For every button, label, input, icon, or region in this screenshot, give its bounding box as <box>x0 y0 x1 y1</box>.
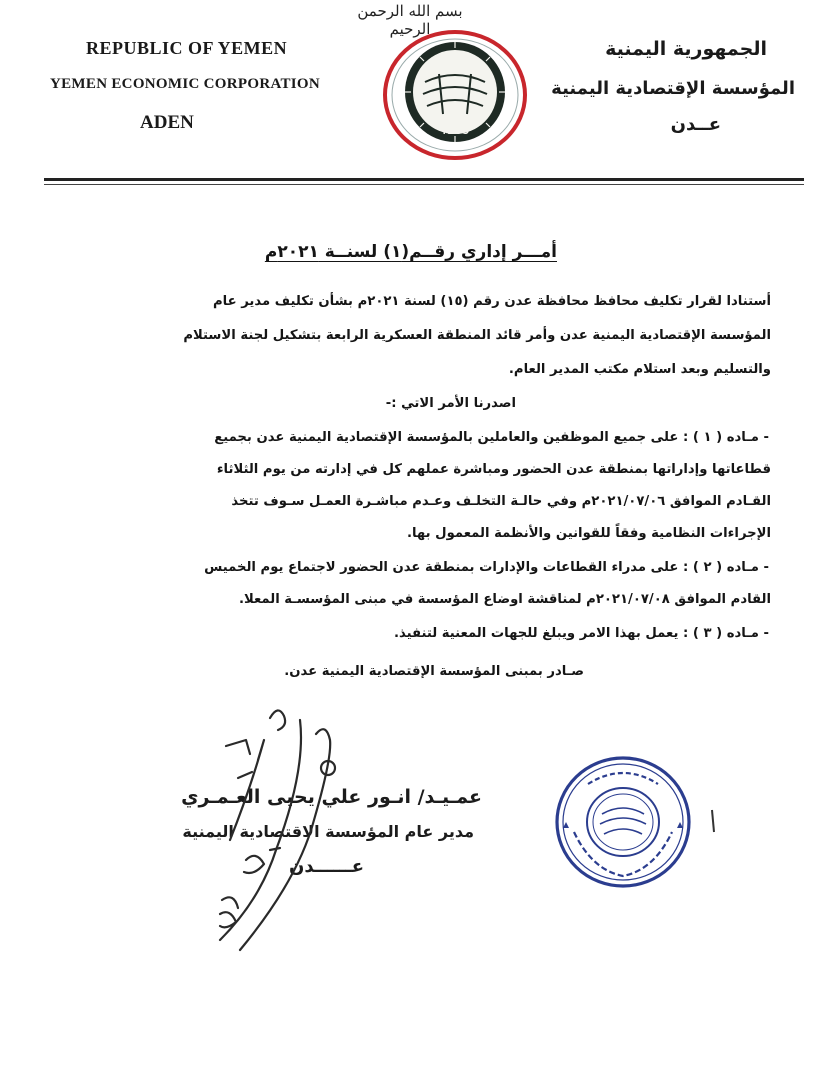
english-header-city: ADEN <box>140 112 194 133</box>
english-header-republic: REPUBLIC OF YEMEN <box>86 38 288 58</box>
article-2-line: القادم الموافق ٢٠٢١/٠٧/٠٨م لمناقشة اوضاع المؤسسة في مبنى المؤسسـة المعلا. <box>238 592 771 607</box>
preamble-line: المؤسسة الإقتصادية اليمنية عدن وأمر قائد المنطقة العسكرية الرابعة بتشكيل لجنة الاستلام <box>183 328 771 343</box>
official-stamp <box>552 752 694 892</box>
issued-intro: اصدرنا الأمر الاتي :- <box>385 396 516 411</box>
corporation-logo <box>383 30 527 160</box>
logo-text: YECO <box>440 126 470 137</box>
header-divider-thin <box>44 184 804 185</box>
article-1-line: الإجراءات النظامية وفقاً للقوانين والأنظمة المعمول بها. <box>406 526 771 541</box>
bismillah-header: بسم الله الرحمن الرحيم <box>357 2 463 38</box>
english-header-corporation: YEMEN ECONOMIC CORPORATION <box>50 76 321 92</box>
arabic-header-city: عــدن <box>670 114 721 135</box>
article-3-line: - مـاده ( ٣ ) : يعمل بهذا الامر ويبلغ للجهات المعنية لتنفيذ. <box>393 626 769 641</box>
issued-at-line: صـادر بمبنى المؤسسة الإقتصادية اليمنية عدن. <box>284 664 584 679</box>
signatory-name: عمـيـد/ انـور علي يحيى العـمـري <box>181 786 482 808</box>
preamble-line: أستنادا لقرار تكليف محافظ محافظة عدن رقم (١٥) لسنة ٢٠٢١م بشأن تكليف مدير عام <box>213 294 771 309</box>
arabic-header-corporation: المؤسسة الإقتصادية اليمنية <box>551 78 795 99</box>
signatory-city: عــــــدن <box>289 856 364 877</box>
article-1-line: - مـاده ( ١ ) : على جميع الموظفين والعاملين بالمؤسسة الإقتصادية اليمنية عدن بجميع <box>214 430 769 445</box>
article-2-line: - مـاده ( ٢ ) : على مدراء القطاعات والإدارات بمنطقة عدن الحضور لاجتماع يوم الخميس <box>204 560 769 575</box>
article-1-line: القـادم الموافق ٢٠٢١/٠٧/٠٦م وفي حالـة التخلـف وعـدم مباشـرة العمـل سـوف تتخذ <box>231 494 771 509</box>
preamble-line: والتسليم وبعد استلام مكتب المدير العام. <box>508 362 771 377</box>
handwritten-signature <box>180 700 370 960</box>
header-divider-thick <box>44 178 804 181</box>
margin-mark <box>704 808 724 834</box>
arabic-header-republic: الجمهورية اليمنية <box>605 38 767 60</box>
document-title: أمـــر إداري رقــم(١) لسنــة ٢٠٢١م <box>264 242 557 262</box>
article-1-line: قطاعاتها وإداراتها بمنطقة عدن الحضور ومباشرة عملهم كل في إدارته من يوم الثلاثاء <box>216 462 771 477</box>
signatory-position: مدير عام المؤسسة الاقتصادية اليمنية <box>182 822 474 841</box>
